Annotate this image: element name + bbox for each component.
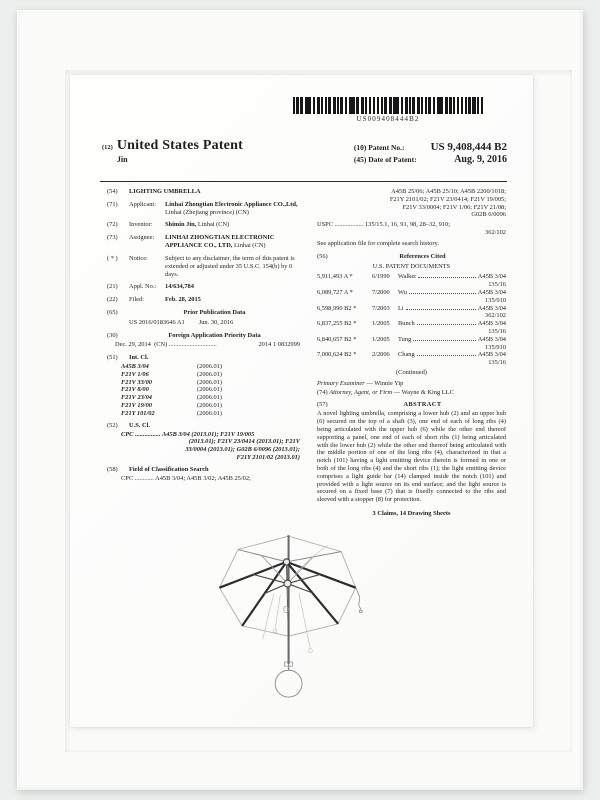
int-cl-list	[107, 363, 300, 418]
int-cl-entry: F21V 8/00 (2006.01)	[121, 386, 223, 394]
int-cl-entry: F21V 23/04 (2006.01)	[121, 394, 223, 402]
reference-subclass: 135/16	[488, 359, 506, 367]
section-54-title: (54) LIGHTING UMBRELLA	[107, 188, 201, 195]
cpc-continuation-line: F21V 33/0004; F21V 1/06; F21V 21/08;	[402, 203, 506, 211]
int-cl-entry: A45B 3/04 (2006.01)	[121, 363, 223, 370]
priority-dots: ..............................	[168, 341, 217, 349]
cpc-line: CPC ................ A45B 3/04 (2013.01); F21V 19/005	[121, 430, 255, 438]
us-patent-documents-heading: U.S. PATENT DOCUMENTS	[372, 262, 451, 270]
int-cl-entry: F21V 1/06 (2006.01)	[121, 370, 223, 378]
prior-publication-line	[129, 319, 300, 327]
cpc-line: F21Y 2101/02 (2013.01)	[236, 453, 300, 461]
reference-subclass: 362/102	[485, 312, 506, 320]
leader-lines	[263, 545, 328, 648]
section-56-heading: (56) References Cited	[317, 253, 506, 261]
umbrella-figure	[173, 533, 431, 731]
priority-date: Dec. 29, 2014	[115, 341, 151, 349]
uspc-line-2: 362/102	[485, 229, 506, 237]
header-right	[354, 141, 507, 165]
lower-hub	[284, 580, 291, 587]
section-21-appl-no: (21) Appl. No.: 14/634,784	[107, 283, 194, 291]
section-65-heading: (65) Prior Publication Data	[107, 309, 300, 317]
section-22-filed: (22) Filed: Feb. 28, 2015	[107, 296, 201, 304]
us-cl-heading: U.S. Cl.	[129, 421, 150, 429]
patent-no-label: (10) Patent No.:	[353, 143, 405, 152]
section-notice: ( * ) Notice: Subject to any disclaimer, the term of this patent is extended or adjusted under 35 U.S.C. 154(b) by 0 days.	[107, 255, 300, 278]
search-history-note: See application file for complete search history.	[317, 239, 439, 247]
notice-text: Subject to any disclaimer, the term of this patent is extended or adjusted under 35 U.S.C. 154(b) by 0 days.	[165, 254, 295, 278]
publication-number: US 2016/0183646 A1	[129, 318, 185, 326]
application-number: 14/634,784	[165, 283, 194, 291]
invention-title: LIGHTING UMBRELLA	[129, 188, 201, 195]
section-73-assignee: (73) Assignee: LINHAI ZHONGTIAN ELECTRONIC APPLIANCE CO., LTD, Linhai (CN)	[107, 234, 275, 250]
date-label: (45) Date of Patent:	[353, 155, 417, 164]
handle-ball	[275, 670, 302, 697]
section-52-heading: (52) U.S. Cl.	[107, 421, 150, 429]
inventor-rest: Linhai (CN)	[197, 221, 230, 229]
applicant-name: Linhai Zhongtian Electronic Appliance CO.,Ltd,	[165, 200, 298, 208]
references-cited-heading: References Cited	[399, 252, 446, 260]
assignee-name: LINHAI ZHONGTIAN ELECTRONIC APPLIANCE CO., LTD,	[165, 234, 275, 250]
two-column-body	[107, 188, 506, 518]
uspc-line: USPC .................. 135/15.1, 16, 91, 98, 28–32, 910;	[317, 221, 450, 229]
cpc-line: 33/0004 (2013.01); G02B 6/0096 (2013.01);	[185, 446, 300, 454]
cpc-continuation-line: A45B 25/06; A45B 25/10; A45B 2200/1018;	[391, 188, 506, 195]
barcode	[292, 97, 484, 123]
foreign-priority-line	[115, 341, 300, 349]
assignee-rest: Linhai (CN)	[234, 242, 266, 250]
section-30-heading: (30) Foreign Application Priority Data	[107, 332, 300, 340]
prior-publication-heading: Prior Publication Data	[183, 308, 246, 316]
abstract-heading: ABSTRACT	[403, 400, 442, 408]
reference-subclass: 135/910	[485, 343, 506, 351]
left-column	[107, 188, 300, 518]
references-table	[317, 273, 506, 367]
patent-date: Aug. 9, 2016	[454, 154, 507, 165]
claims-note: 3 Claims, 14 Drawing Sheets	[372, 510, 451, 518]
right-column	[317, 188, 506, 518]
reference-row: 6,837,255 B2 * 1/2005 Bunch A45B 3/04	[317, 320, 506, 328]
applicant-rest: Linhai (Zhejiang province) (CN)	[165, 208, 249, 216]
int-cl-entry: F21Y 101/02 (2006.01)	[121, 409, 223, 417]
publication-date: Jun. 30, 2016	[198, 318, 234, 326]
reference-row: 5,911,493 A * 6/1999 Walker A45B 3/04	[317, 273, 506, 281]
priority-app-number: 2014 1 0832999	[258, 341, 300, 349]
continued-note: (Continued)	[396, 369, 427, 377]
reference-row: 6,840,657 B2 * 1/2005 Tung A45B 3/04	[317, 335, 506, 343]
filing-date: Feb. 28, 2015	[165, 296, 201, 304]
cpc-block	[121, 431, 300, 462]
section-51-heading: (51) Int. Cl.	[107, 354, 149, 362]
field-search-heading: Field of Classification Search	[129, 465, 209, 473]
inventor-surname: Jin	[116, 155, 128, 164]
reference-subclass: 135/16	[488, 328, 506, 335]
barcode-number: US009408444B2	[356, 115, 420, 123]
reference-row: 7,000,624 B2 * 2/2006 Chang A45B 3/04	[317, 351, 506, 359]
page-title: United States Patent	[116, 138, 243, 153]
reference-subclass: 135/16	[488, 281, 506, 289]
int-cl-entry: F21V 33/00 (2006.01)	[121, 378, 223, 386]
header-rule	[100, 181, 507, 182]
primary-examiner-line: Primary Examiner — Winnie Yip	[317, 379, 404, 387]
cpc-continuation-block	[317, 188, 506, 219]
int-cl-heading: Int. Cl.	[129, 354, 149, 362]
abstract-heading-row: (57) ABSTRACT	[317, 401, 506, 409]
foreign-priority-heading: Foreign Application Priority Data	[168, 331, 261, 339]
pull-cord	[356, 588, 361, 610]
upper-hub	[283, 559, 289, 565]
field-search-line: CPC ............ A45B 3/04; A45B 3/02; A45B 25/02;	[121, 474, 251, 482]
field-code-12: (12)	[102, 144, 113, 151]
reference-row: 6,598,990 B2 * 7/2003 Li A45B 3/04	[317, 304, 506, 312]
patent-page	[70, 75, 533, 727]
patent-number: US 9,408,444 B2	[430, 141, 507, 153]
reference-subclass: 135/910	[485, 296, 506, 304]
section-58-heading: (58) Field of Classification Search	[107, 465, 209, 473]
attorney-line: (74) Attorney, Agent, or Firm — Wayne & King LLC	[317, 388, 454, 396]
cpc-continuation-line: F21Y 2101/02; F21V 23/0414; F21V 19/005;	[389, 195, 506, 203]
patent-header	[102, 139, 507, 165]
priority-country: (CN)	[154, 341, 168, 349]
barcode-bars-icon	[293, 97, 483, 114]
section-71-applicant: (71) Applicant: Linhai Zhongtian Electronic Appliance CO.,Ltd, Linhai (Zhejiang province) (CN)	[107, 200, 298, 216]
cpc-line: (2013.01); F21V 23/0414 (2013.01); F21V	[188, 438, 300, 446]
reference-row: 6,089,727 A * 7/2000 Wu A45B 3/04	[317, 288, 506, 296]
section-72-inventor: (72) Inventor: Shimin Jin, Linhai (CN)	[107, 221, 230, 229]
inventor-name: Shimin Jin,	[165, 221, 197, 229]
cpc-continuation-line: G02B 6/0096	[471, 211, 506, 219]
header-left	[102, 139, 243, 165]
abstract-text: A novel lighting umbrella, comprising a lower hub (2) and an upper hub (6) secured on the top of a shaft (3), one end of each of long ribs (4) being articulated with the upper hub (6) while the other end thereof supporting a panel, one end of each of short ribs (1) being articulated with the lower hub (2) while the other end thereof being articulated with the middle portion of one of the long ribs (4), characterized in that a notch (101) having a light emitting device therein is formed in one or both of the long ribs (4) and the short ribs (1); the light emitting device comprises a light guide bar (14) clamped inside the notch (101) and provided with a light source on its end surface; and the light source is secured on a fixed base (7) that is fixedly connected to the ribs and sleeved with a stopper (8) for protection.	[317, 410, 506, 504]
int-cl-entry: F21V 19/00 (2006.01)	[121, 402, 223, 410]
